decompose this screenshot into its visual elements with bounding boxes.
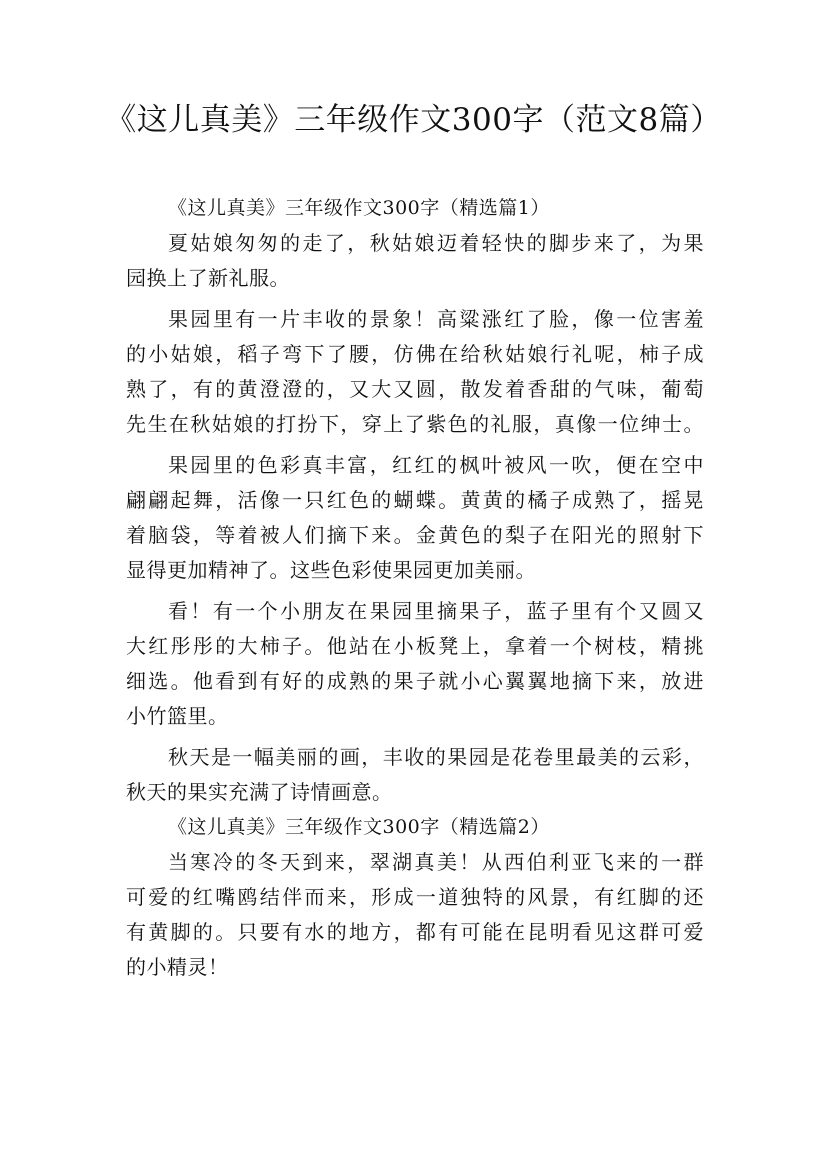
section-heading-2: 《这儿真美》三年级作文300字（精选篇2） (168, 816, 550, 838)
paragraph-line: 小竹篮里。 (126, 704, 229, 728)
paragraph-line: 翩翩起舞，活像一只红色的蝴蝶。黄黄的橘子成熟了，摇晃 (126, 488, 704, 512)
paragraph-line: 秋天是一幅美丽的画，丰收的果园是花卷里最美的云彩， (168, 745, 704, 769)
paragraph-line: 秋天的果实充满了诗情画意。 (126, 780, 393, 804)
paragraph-line: 的小精灵！ (126, 955, 229, 979)
paragraph-line: 着脑袋，等着被人们摘下来。金黄色的梨子在阳光的照射下 (126, 523, 704, 547)
paragraph-line: 果园里的色彩真丰富，红红的枫叶被风一吹，便在空中 (168, 453, 704, 477)
paragraph-line: 先生在秋姑娘的打扮下，穿上了紫色的礼服，真像一位绅士。 (126, 412, 704, 436)
document-body (126, 191, 704, 985)
paragraph-line: 看！有一个小朋友在果园里摘果子，蓝子里有个又圆又 (168, 599, 704, 623)
paragraph-line: 果园里有一片丰收的景象！高粱涨红了脸，像一位害羞 (168, 307, 704, 331)
paragraph-line: 夏姑娘匆匆的走了，秋姑娘迈着轻快的脚步来了，为果 (168, 231, 704, 255)
paragraph-line: 熟了，有的黄澄澄的，又大又圆，散发着香甜的气味，葡萄 (126, 377, 704, 401)
paragraph-line: 可爱的红嘴鸥结伴而来，形成一道独特的风景，有红脚的还 (126, 885, 704, 909)
paragraph-line: 当寒冷的冬天到来，翠湖真美！从西伯利亚飞来的一群 (168, 850, 704, 874)
paragraph-line: 的小姑娘，稻子弯下了腰，仿佛在给秋姑娘行礼呢，柿子成 (126, 342, 704, 366)
paragraph-line: 大红彤彤的大柿子。他站在小板凳上，拿着一个树枝，精挑 (126, 634, 704, 658)
paragraph-line: 园换上了新礼服。 (126, 266, 290, 290)
section-heading-1: 《这儿真美》三年级作文300字（精选篇1） (168, 197, 550, 219)
document-title: 《这儿真美》三年级作文300字（范文8篇） (105, 102, 722, 138)
paragraph-line: 有黄脚的。只要有水的地方，都有可能在昆明看见这群可爱 (126, 920, 704, 944)
paragraph-line: 细选。他看到有好的成熟的果子就小心翼翼地摘下来，放进 (126, 669, 704, 693)
paragraph-line: 显得更加精神了。这些色彩使果园更加美丽。 (126, 558, 536, 582)
